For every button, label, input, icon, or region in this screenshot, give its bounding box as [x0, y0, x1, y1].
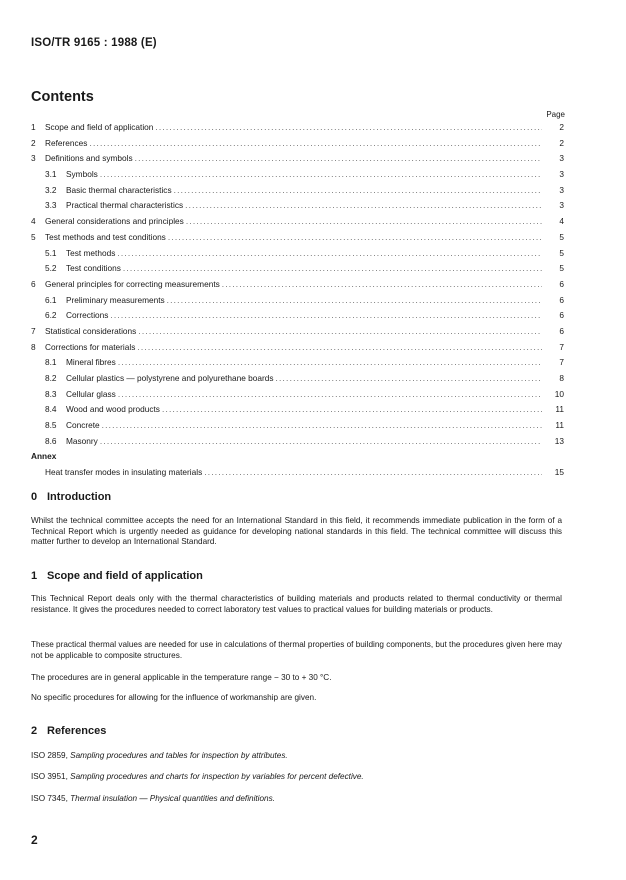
- toc-entry[interactable]: [31, 136, 564, 152]
- leader-dots: [100, 167, 542, 183]
- toc-subentry[interactable]: [31, 402, 564, 418]
- reference-item: ISO 2859, Sampling procedures and tables for inspection by attributes.: [31, 751, 288, 760]
- toc-title: Practical thermal characteristics: [66, 200, 184, 211]
- toc-number: 6: [31, 278, 36, 289]
- leader-dots: [100, 434, 542, 450]
- scope-paragraph-2: These practical thermal values are needed for use in calculations of thermal properties of building components, but the procedures given here may not be applicable to composite structures.: [31, 640, 562, 660]
- leader-dots: [117, 246, 542, 262]
- leader-dots: [155, 120, 542, 136]
- toc-title: Wood and wood products: [66, 404, 160, 415]
- toc-entry[interactable]: [31, 214, 564, 230]
- toc-number: 8.1: [45, 357, 57, 368]
- toc-subentry[interactable]: [31, 293, 564, 309]
- scope-paragraph-1: This Technical Report deals only with the thermal characteristics of building materials and products related to thermal conductivity or thermal resistance. It gives the procedures needed to correct laboratory test values to practical values for building materials or products.: [31, 594, 562, 614]
- toc-page: 6: [559, 294, 564, 305]
- toc-number: 8.2: [45, 373, 57, 383]
- toc-subentry[interactable]: [31, 183, 564, 199]
- introduction-text: Whilst the technical committee accepts the need for an International Standard in this field, it recommends immediate publication in the form of a Technical Report which is urgently needed as guidance for developing national standards in this field. The technical committee will discuss this matter further to develop an International Standard.: [31, 516, 562, 547]
- toc-title: Cellular glass: [66, 388, 116, 399]
- toc-entry[interactable]: [31, 151, 564, 167]
- leader-dots: [135, 151, 542, 167]
- toc-title: Cellular plastics — polystyrene and polyurethane boards: [66, 373, 274, 383]
- toc-title: Definitions and symbols: [45, 153, 133, 164]
- toc-entry[interactable]: [31, 277, 564, 293]
- toc-entry[interactable]: [31, 324, 564, 340]
- leader-dots: [102, 418, 542, 434]
- contents-heading: Contents: [31, 89, 94, 105]
- leader-dots: [276, 371, 542, 387]
- toc-number: 8: [31, 341, 36, 352]
- toc-title: Concrete: [66, 420, 100, 431]
- toc-number: 4: [31, 216, 36, 227]
- toc-page: 13: [554, 435, 564, 446]
- toc-title: Corrections: [66, 310, 109, 321]
- leader-dots: [204, 465, 542, 481]
- page-column-label: Page: [546, 110, 565, 119]
- toc-page: 11: [555, 420, 564, 431]
- leader-dots: [185, 198, 542, 214]
- toc-subentry[interactable]: [31, 246, 564, 262]
- scope-paragraph-3: The procedures are in general applicable in the temperature range − 30 to + 30 °C.: [31, 673, 332, 682]
- toc-title: Mineral fibres: [66, 357, 116, 368]
- references-heading: 2 References: [31, 725, 107, 737]
- toc-page: 7: [559, 341, 564, 352]
- leader-dots: [186, 214, 542, 230]
- toc-subentry[interactable]: [31, 198, 564, 214]
- toc-page: 6: [559, 310, 564, 321]
- toc-page: 8: [559, 373, 564, 383]
- toc-subentry[interactable]: [31, 355, 564, 371]
- leader-dots: [137, 340, 542, 356]
- toc-number: 5: [31, 231, 36, 242]
- toc-title: Test methods: [66, 247, 116, 258]
- toc-title: Statistical considerations: [45, 325, 137, 336]
- toc-number: 3: [31, 153, 36, 164]
- toc-entry[interactable]: [31, 120, 564, 136]
- toc-page: 2: [559, 137, 564, 148]
- page-number: 2: [31, 833, 38, 847]
- scope-paragraph-4: No specific procedures for allowing for the influence of workmanship are given.: [31, 693, 317, 702]
- toc-page: 6: [559, 278, 564, 289]
- toc-title: Preliminary measurements: [66, 294, 165, 305]
- toc-page: 15: [554, 467, 564, 478]
- toc-page: 11: [555, 404, 564, 415]
- toc-number: 2: [31, 137, 36, 148]
- toc-title: Heat transfer modes in insulating materials: [45, 467, 203, 478]
- toc-number: 7: [31, 325, 36, 336]
- toc-title: Test conditions: [66, 263, 121, 274]
- table-of-contents: [31, 120, 564, 481]
- toc-number: 5.1: [45, 247, 57, 258]
- toc-page: 5: [559, 231, 564, 242]
- toc-number: 8.4: [45, 404, 57, 415]
- leader-dots: [167, 293, 542, 309]
- toc-page: 5: [559, 247, 564, 258]
- toc-page: 6: [559, 325, 564, 336]
- toc-number: 5.2: [45, 263, 57, 274]
- leader-dots: [110, 308, 542, 324]
- toc-page: 7: [559, 357, 564, 368]
- document-id: ISO/TR 9165 : 1988 (E): [31, 37, 157, 49]
- toc-page: 4: [559, 216, 564, 227]
- toc-entry[interactable]: [31, 230, 564, 246]
- toc-number: 6.1: [45, 294, 57, 305]
- toc-number: 1: [31, 122, 36, 132]
- toc-subentry[interactable]: [31, 418, 564, 434]
- toc-number: 8.6: [45, 435, 57, 446]
- toc-subentry[interactable]: [31, 371, 564, 387]
- toc-page: 3: [559, 200, 564, 211]
- toc-title: References: [45, 137, 88, 148]
- toc-annex-heading: Annex: [31, 451, 57, 462]
- scope-heading: 1 Scope and field of application: [31, 570, 203, 582]
- toc-entry[interactable]: [31, 340, 564, 356]
- leader-dots: [123, 261, 542, 277]
- toc-annex-entry[interactable]: [31, 465, 564, 481]
- toc-title: Test methods and test conditions: [45, 231, 166, 242]
- toc-page: 3: [559, 184, 564, 195]
- leader-dots: [118, 355, 542, 371]
- toc-page: 10: [554, 388, 564, 399]
- toc-number: 3.2: [45, 184, 57, 195]
- introduction-heading: 0 Introduction: [31, 491, 112, 503]
- leader-dots: [168, 230, 542, 246]
- toc-number: 3.1: [45, 169, 57, 180]
- toc-subentry[interactable]: [31, 434, 564, 450]
- toc-subentry[interactable]: [31, 167, 564, 183]
- leader-dots: [222, 277, 542, 293]
- toc-subentry[interactable]: [31, 387, 564, 403]
- toc-title: Basic thermal characteristics: [66, 184, 172, 195]
- toc-page: 2: [559, 122, 564, 132]
- toc-subentry[interactable]: [31, 261, 564, 277]
- toc-title: Masonry: [66, 435, 98, 446]
- toc-page: 5: [559, 263, 564, 274]
- leader-dots: [118, 387, 542, 403]
- leader-dots: [89, 136, 542, 152]
- leader-dots: [174, 183, 542, 199]
- toc-title: General considerations and principles: [45, 216, 184, 227]
- reference-item: ISO 7345, Thermal insulation — Physical quantities and definitions.: [31, 794, 275, 803]
- toc-number: 3.3: [45, 200, 57, 211]
- toc-page: 3: [559, 169, 564, 180]
- toc-number: 6.2: [45, 310, 57, 321]
- leader-dots: [162, 402, 542, 418]
- toc-title: General principles for correcting measurements: [45, 278, 220, 289]
- toc-page: 3: [559, 153, 564, 164]
- leader-dots: [138, 324, 542, 340]
- toc-number: 8.3: [45, 388, 57, 399]
- toc-number: 8.5: [45, 420, 57, 431]
- toc-title: Corrections for materials: [45, 341, 136, 352]
- toc-title: Scope and field of application: [45, 122, 154, 132]
- toc-subentry[interactable]: [31, 308, 564, 324]
- reference-item: ISO 3951, Sampling procedures and charts for inspection by variables for percent defective.: [31, 772, 364, 781]
- toc-title: Symbols: [66, 169, 98, 180]
